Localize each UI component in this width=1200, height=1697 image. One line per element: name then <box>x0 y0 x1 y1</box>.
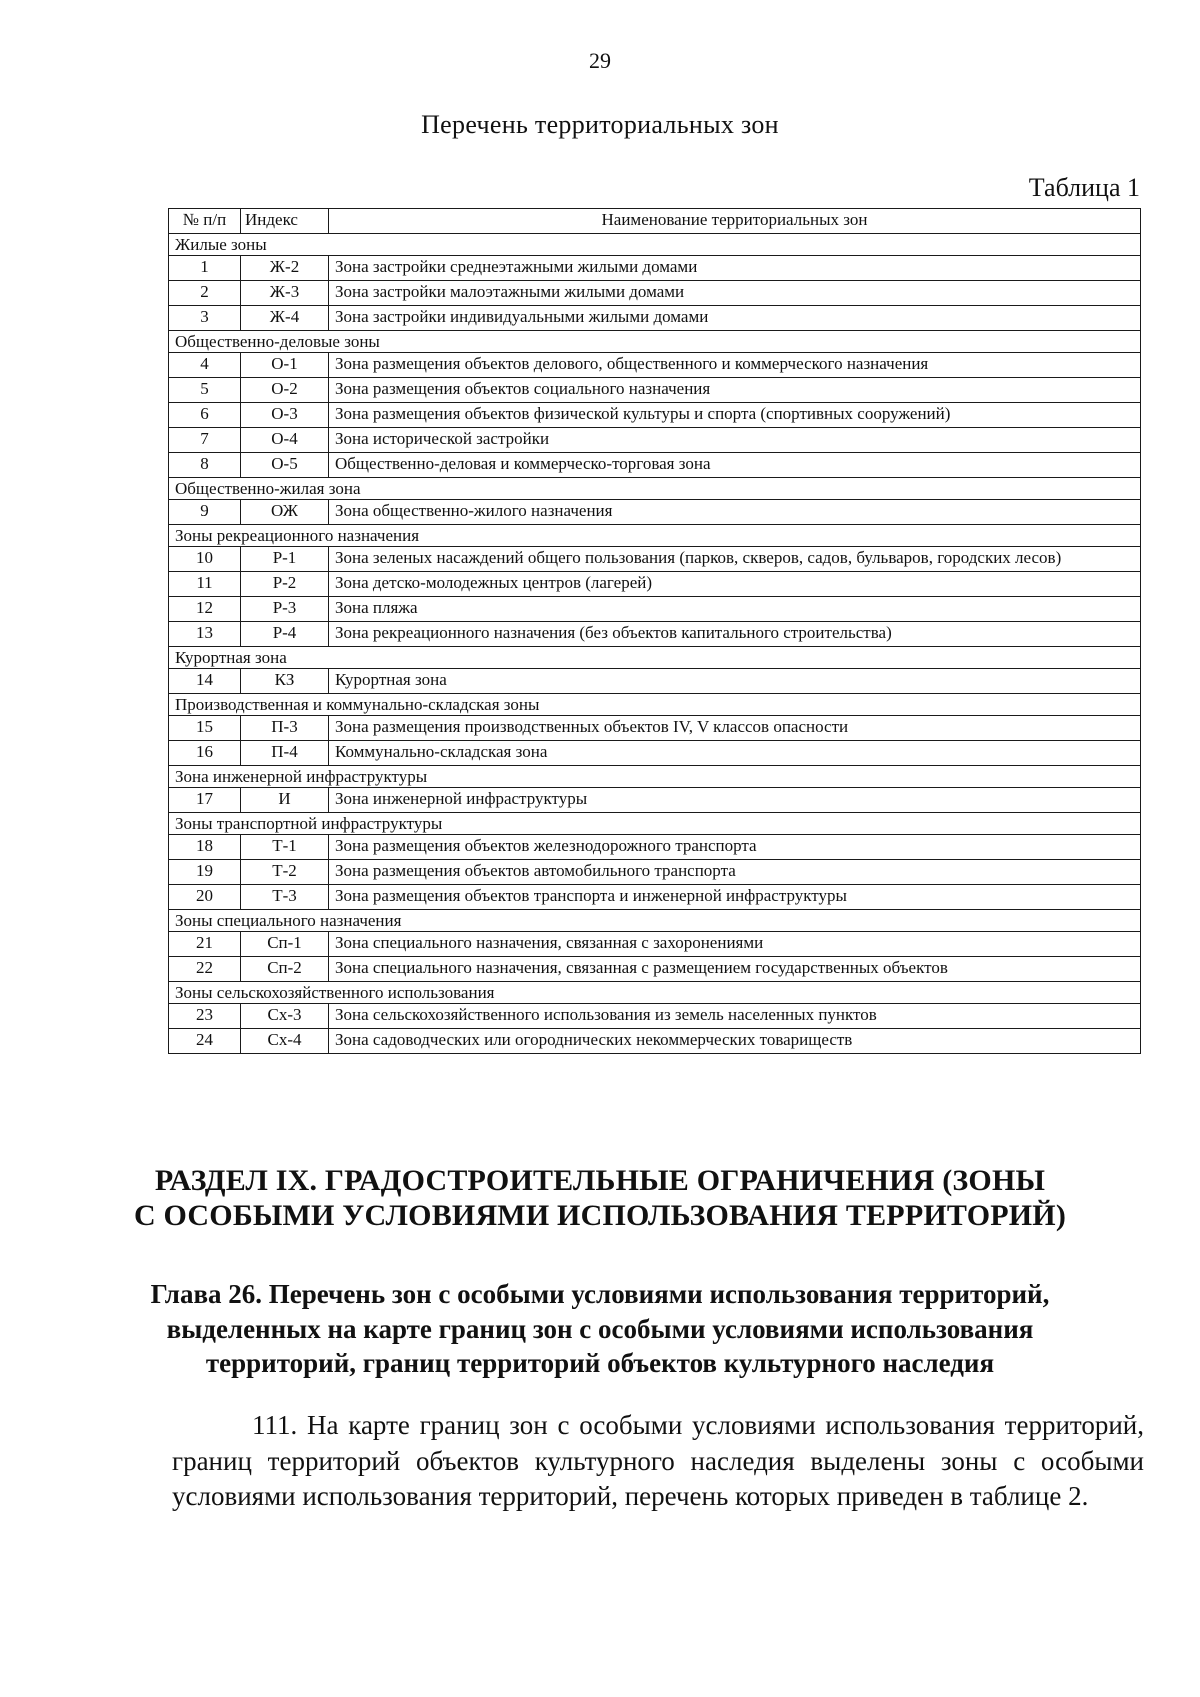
zone-number: 19 <box>169 860 241 885</box>
zone-group-row <box>169 982 1141 1004</box>
zone-name: Зона пляжа <box>329 597 1141 622</box>
table-header-row <box>169 209 1141 234</box>
zone-index: О-2 <box>241 378 329 403</box>
zone-name: Зона размещения объектов делового, общественного и коммерческого назначения <box>329 353 1141 378</box>
zone-index: О-3 <box>241 403 329 428</box>
zone-number: 8 <box>169 453 241 478</box>
zone-name: Зона исторической застройки <box>329 428 1141 453</box>
zone-index: О-1 <box>241 353 329 378</box>
zone-index: О-4 <box>241 428 329 453</box>
zone-number: 21 <box>169 932 241 957</box>
section-title-line-1: РАЗДЕЛ IX. ГРАДОСТРОИТЕЛЬНЫЕ ОГРАНИЧЕНИЯ (ЗОНЫ <box>154 1164 1046 1197</box>
table-row <box>169 716 1141 741</box>
zone-group-title: Общественно-деловые зоны <box>169 331 1141 353</box>
zone-group-row <box>169 694 1141 716</box>
table-row <box>169 932 1141 957</box>
table-row <box>169 453 1141 478</box>
zone-number: 1 <box>169 256 241 281</box>
table-row <box>169 741 1141 766</box>
zone-group-row <box>169 331 1141 353</box>
table-row <box>169 378 1141 403</box>
zone-number: 22 <box>169 957 241 982</box>
table-title: Перечень территориальных зон <box>421 110 779 139</box>
table-row <box>169 256 1141 281</box>
table-row <box>169 353 1141 378</box>
zone-name: Зона специального назначения, связанная с размещением государственных объектов <box>329 957 1141 982</box>
table-row <box>169 788 1141 813</box>
zones-table <box>168 208 1141 1054</box>
table-row <box>169 622 1141 647</box>
zone-number: 17 <box>169 788 241 813</box>
zone-index: Р-4 <box>241 622 329 647</box>
zone-index: Ж-3 <box>241 281 329 306</box>
table-row <box>169 403 1141 428</box>
table-row <box>169 572 1141 597</box>
zone-number: 15 <box>169 716 241 741</box>
table-row <box>169 306 1141 331</box>
zone-name: Общественно-деловая и коммерческо-торговая зона <box>329 453 1141 478</box>
zone-number: 16 <box>169 741 241 766</box>
zone-name: Зона застройки среднеэтажными жилыми домами <box>329 256 1141 281</box>
zone-number: 13 <box>169 622 241 647</box>
zone-number: 2 <box>169 281 241 306</box>
zone-name: Зона размещения объектов физической культуры и спорта (спортивных сооружений) <box>329 403 1141 428</box>
zone-number: 6 <box>169 403 241 428</box>
zone-group-title: Курортная зона <box>169 647 1141 669</box>
zone-name: Зона размещения объектов социального назначения <box>329 378 1141 403</box>
zone-number: 9 <box>169 500 241 525</box>
zone-number: 11 <box>169 572 241 597</box>
zone-group-title: Общественно-жилая зона <box>169 478 1141 500</box>
zone-group-row <box>169 910 1141 932</box>
table-row <box>169 597 1141 622</box>
table-label: Таблица 1 <box>1028 173 1140 202</box>
zone-index: О-5 <box>241 453 329 478</box>
zone-name: Зона сельскохозяйственного использования из земель населенных пунктов <box>329 1004 1141 1029</box>
zone-name: Зона размещения объектов транспорта и инженерной инфраструктуры <box>329 885 1141 910</box>
table-row <box>169 835 1141 860</box>
table-row <box>169 1004 1141 1029</box>
zone-name: Зона застройки индивидуальными жилыми домами <box>329 306 1141 331</box>
zone-number: 18 <box>169 835 241 860</box>
table-row <box>169 669 1141 694</box>
body-paragraph: 111. На карте границ зон с особыми условиями использования территорий, границ территорий объектов культурного наследия выделены зоны с особыми условиями использования территорий, перечень которых приведен в таблице 2. <box>172 1410 1144 1512</box>
section-title <box>0 1163 1200 1234</box>
header-num: № п/п <box>169 209 241 234</box>
zone-number: 4 <box>169 353 241 378</box>
zone-index: П-3 <box>241 716 329 741</box>
zone-group-row <box>169 813 1141 835</box>
zone-number: 10 <box>169 547 241 572</box>
zone-index: Р-1 <box>241 547 329 572</box>
zone-name: Зона детско-молодежных центров (лагерей) <box>329 572 1141 597</box>
zone-name: Зона общественно-жилого назначения <box>329 500 1141 525</box>
zone-index: Т-3 <box>241 885 329 910</box>
zone-number: 14 <box>169 669 241 694</box>
section-title-line-2: С ОСОБЫМИ УСЛОВИЯМИ ИСПОЛЬЗОВАНИЯ ТЕРРИТОРИЙ) <box>133 1199 1067 1233</box>
table-row <box>169 547 1141 572</box>
zone-group-row <box>169 234 1141 256</box>
zone-group-row <box>169 647 1141 669</box>
zone-index: И <box>241 788 329 813</box>
zone-index: ОЖ <box>241 500 329 525</box>
zone-number: 23 <box>169 1004 241 1029</box>
zone-index: Сх-4 <box>241 1029 329 1054</box>
zone-group-title: Производственная и коммунально-складская зоны <box>169 694 1141 716</box>
zone-number: 24 <box>169 1029 241 1054</box>
zone-number: 5 <box>169 378 241 403</box>
zone-group-title: Зоны транспортной инфраструктуры <box>169 813 1141 835</box>
table-row <box>169 885 1141 910</box>
zone-name: Зона размещения объектов железнодорожного транспорта <box>329 835 1141 860</box>
zone-name: Зона размещения объектов автомобильного транспорта <box>329 860 1141 885</box>
zone-number: 12 <box>169 597 241 622</box>
zone-name: Зона рекреационного назначения (без объектов капитального строительства) <box>329 622 1141 647</box>
zone-name: Коммунально-складская зона <box>329 741 1141 766</box>
zone-index: Сх-3 <box>241 1004 329 1029</box>
zone-name: Зона размещения производственных объектов IV, V классов опасности <box>329 716 1141 741</box>
zone-group-title: Зона инженерной инфраструктуры <box>169 766 1141 788</box>
zone-index: КЗ <box>241 669 329 694</box>
zone-name: Зона специального назначения, связанная с захоронениями <box>329 932 1141 957</box>
zone-group-row <box>169 525 1141 547</box>
zone-name: Курортная зона <box>329 669 1141 694</box>
zone-name: Зона садоводческих или огороднических некоммерческих товариществ <box>329 1029 1141 1054</box>
zone-group-row <box>169 478 1141 500</box>
header-index: Индекс <box>241 209 329 234</box>
header-name: Наименование территориальных зон <box>329 209 1141 234</box>
zone-number: 20 <box>169 885 241 910</box>
table-body <box>169 234 1141 1054</box>
zone-group-title: Зоны специального назначения <box>169 910 1141 932</box>
zone-group-title: Зоны рекреационного назначения <box>169 525 1141 547</box>
zone-index: Р-3 <box>241 597 329 622</box>
table-row <box>169 957 1141 982</box>
zone-index: Р-2 <box>241 572 329 597</box>
table-row <box>169 1029 1141 1054</box>
page-number: 29 <box>589 48 611 73</box>
zone-index: Ж-2 <box>241 256 329 281</box>
zone-index: Сп-1 <box>241 932 329 957</box>
zone-index: Сп-2 <box>241 957 329 982</box>
zone-group-row <box>169 766 1141 788</box>
zone-group-title: Зоны сельскохозяйственного использования <box>169 982 1141 1004</box>
zone-name: Зона застройки малоэтажными жилыми домами <box>329 281 1141 306</box>
table-row <box>169 281 1141 306</box>
zone-index: П-4 <box>241 741 329 766</box>
zone-index: Т-1 <box>241 835 329 860</box>
zone-index: Ж-4 <box>241 306 329 331</box>
zone-number: 3 <box>169 306 241 331</box>
table-row <box>169 500 1141 525</box>
table-row <box>169 860 1141 885</box>
chapter-title: Глава 26. Перечень зон с особыми условиями использования территорий, выделенных на карте границ зон с особыми условиями использования территорий, границ территорий объектов культурного наследия <box>150 1279 1050 1379</box>
zone-group-title: Жилые зоны <box>169 234 1141 256</box>
zone-index: Т-2 <box>241 860 329 885</box>
zone-number: 7 <box>169 428 241 453</box>
zone-name: Зона инженерной инфраструктуры <box>329 788 1141 813</box>
zone-name: Зона зеленых насаждений общего пользования (парков, скверов, садов, бульваров, городских лесов) <box>329 547 1141 572</box>
table-row <box>169 428 1141 453</box>
